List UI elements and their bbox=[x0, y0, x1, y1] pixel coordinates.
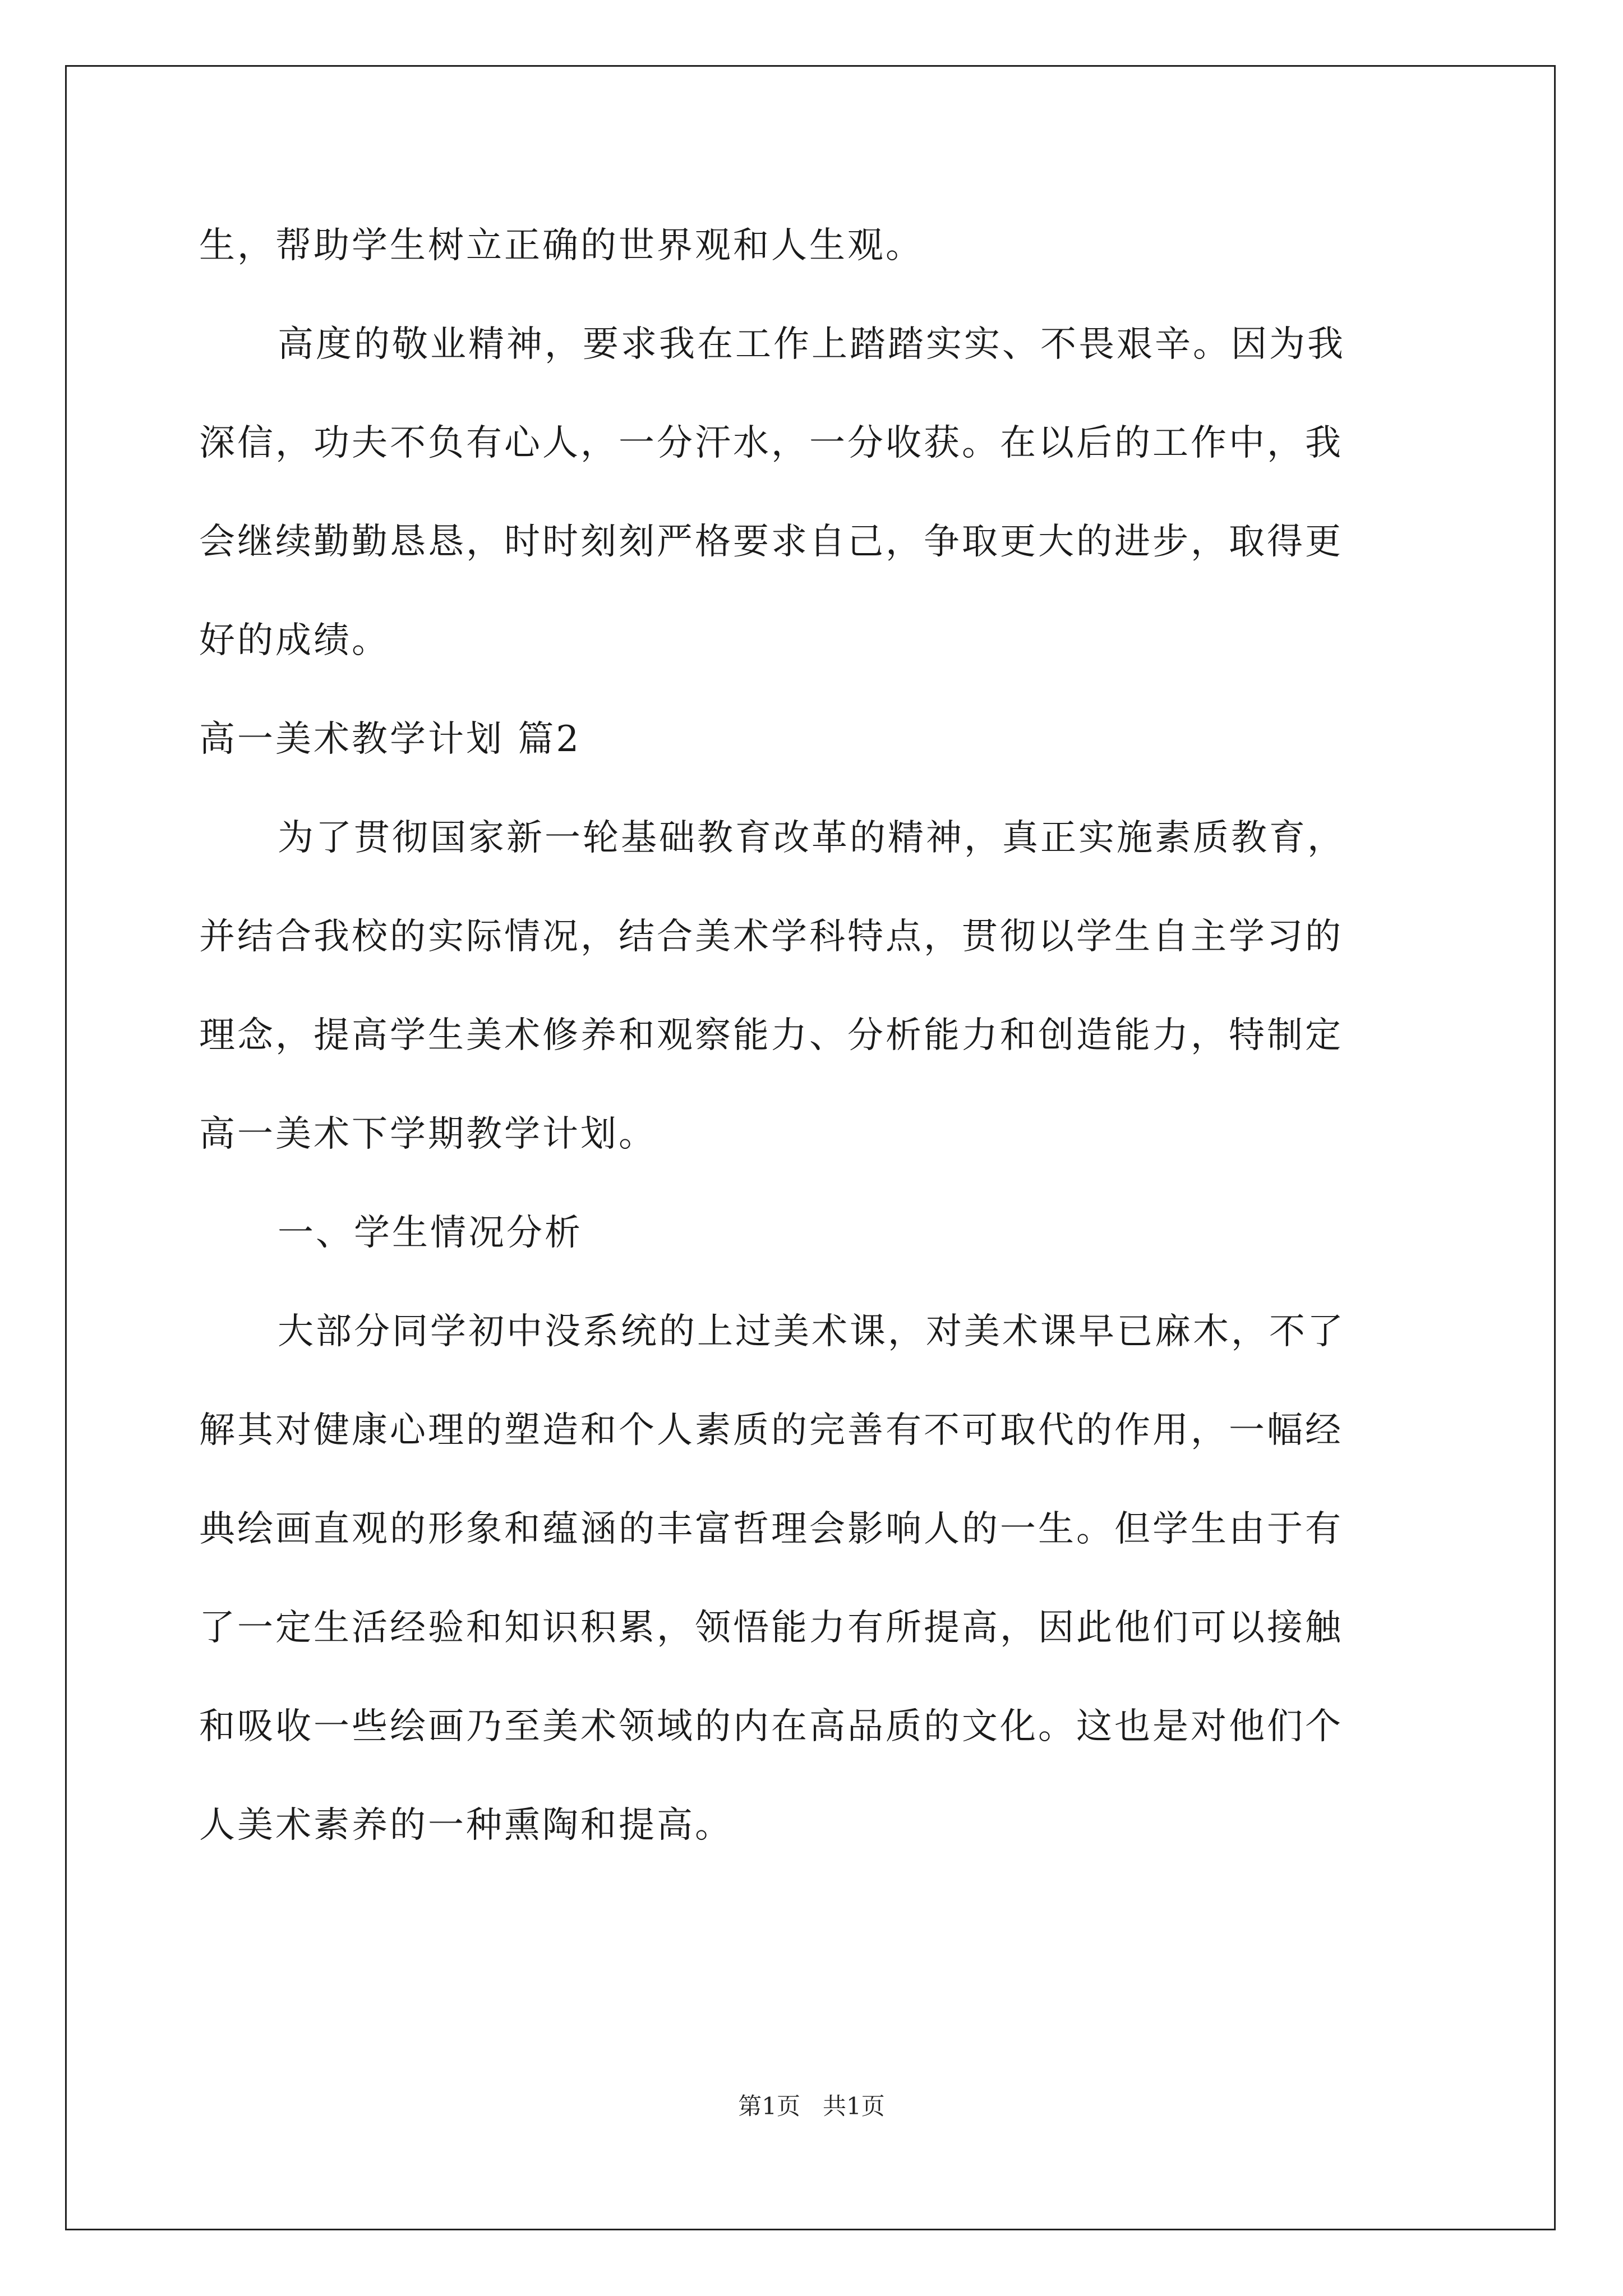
text-line: 深信，功夫不负有心人，一分汗水，一分收获。在以后的工作中，我 bbox=[199, 422, 1343, 464]
text-line: 理念，提高学生美术修养和观察能力、分析能力和创造能力，特制定 bbox=[199, 1015, 1343, 1056]
text-line: 了一定生活经验和知识积累，领悟能力有所提高，因此他们可以接触 bbox=[199, 1607, 1343, 1649]
page-number-current: 第1页 bbox=[738, 2092, 800, 2120]
section-heading: 高一美术教学计划 篇2 bbox=[199, 719, 582, 760]
text-line: 好的成绩。 bbox=[199, 620, 390, 661]
text-line: 典绘画直观的形象和蕴涵的丰富哲理会影响人的一生。但学生由于有 bbox=[199, 1508, 1343, 1550]
page-footer bbox=[0, 2088, 1623, 2122]
paragraph-start: 为了贯彻国家新一轮基础教育改革的精神，真正实施素质教育， bbox=[278, 817, 1345, 859]
document-body bbox=[199, 196, 1427, 1875]
text-line: 并结合我校的实际情况，结合美术学科特点，贯彻以学生自主学习的 bbox=[199, 916, 1343, 958]
text-line: 人美术素养的一种熏陶和提高。 bbox=[199, 1805, 733, 1846]
text-line: 高一美术下学期教学计划。 bbox=[199, 1114, 657, 1155]
subsection-heading: 一、学生情况分析 bbox=[278, 1212, 583, 1254]
text-line: 会继续勤勤恳恳，时时刻刻严格要求自己，争取更大的进步，取得更 bbox=[199, 521, 1343, 563]
text-line: 生，帮助学生树立正确的世界观和人生观。 bbox=[199, 225, 924, 266]
paragraph-start: 大部分同学初中没系统的上过美术课，对美术课早已麻木，不了 bbox=[278, 1311, 1345, 1352]
page-number-total: 共1页 bbox=[823, 2092, 885, 2120]
text-line: 和吸收一些绘画乃至美术领域的内在高品质的文化。这也是对他们个 bbox=[199, 1706, 1343, 1747]
paragraph-start: 高度的敬业精神，要求我在工作上踏踏实实、不畏艰辛。因为我 bbox=[278, 324, 1345, 365]
text-line: 解其对健康心理的塑造和个人素质的完善有不可取代的作用，一幅经 bbox=[199, 1410, 1343, 1451]
